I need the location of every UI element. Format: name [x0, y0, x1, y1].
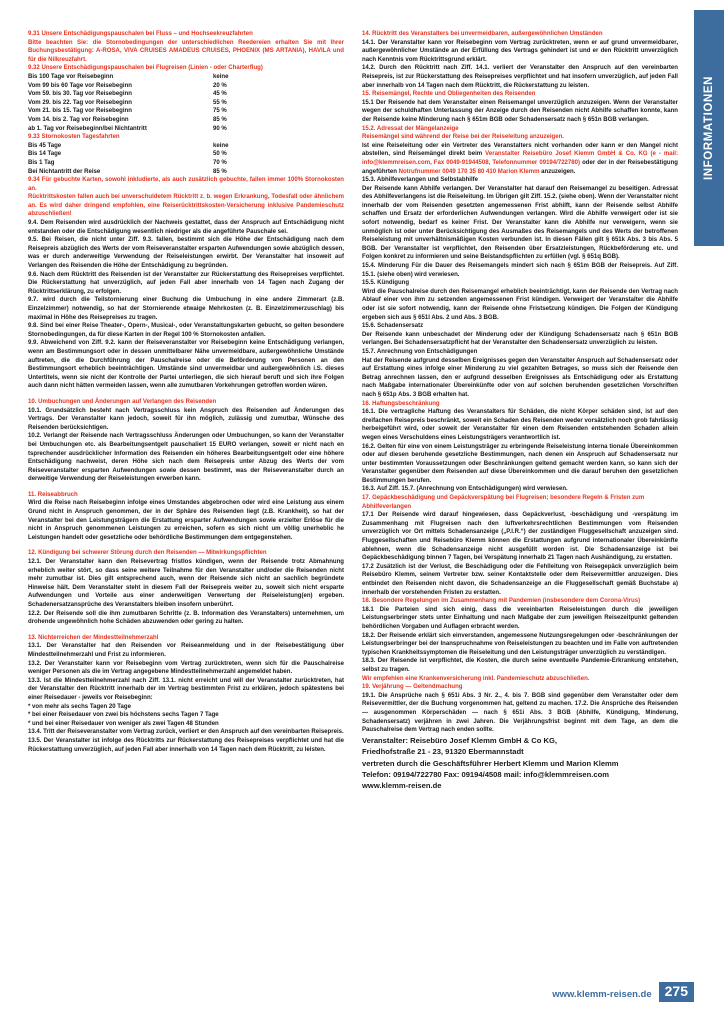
paragraph-16-3: 16.3. Auf Ziff. 15.7. (Anrechnung von Entschädigungen) wird verwiesen. — [362, 486, 568, 493]
section-tab-informationen — [694, 10, 724, 246]
paragraph-13-5: 13.5. Der Veranstalter ist infolge des Rücktritts zur Rückerstattung des Reisepreises verpflichtet und hat die Rückerstattung unverzüglich, auf jeden Fall aber innerhalb von 14 Tagen nach dem Rücktritt, zu leisten. — [28, 737, 344, 753]
paragraph-13-3: 13.3. Ist die Mindestteilnehmerzahl nach Ziff. 13.1. nicht erreicht und will der Veranstalter zurücktreten, hat der Veranstalter den Rücktritt innerhalb der im Vertrag bestimmten Frist zu erklären, jedoch spätestens bei einer Reisedauer - jeweils vor Reisebeginn: — [28, 677, 344, 701]
fee-row — [28, 125, 344, 134]
paragraph-10-2: 10.2. Verlangt der Reisende nach Vertragsschluss Änderungen oder Umbuchungen, so kann der Veranstalter bei Umbuchungen etc. als Bearbeitungsentgelt pauschaliert 15 EURO verlangen, soweit er nicht nach en tsprechender ausdrücklicher Information des Reisenden ein höheres Bearbeitungsentgelt oder eine höhere Entschädigung nachweist, deren Höhe sich nach dem Reisepreis unter Abzug des Werts der vom Reiseveranstalter ersparten Aufwendungen sowie dessen bestimmt, was der Reiseveranstalter durch an derweitige Verwendung der Reiseleistungen erwerben kann. — [28, 433, 344, 483]
fee-row — [28, 150, 344, 159]
footer-website-url: www.klemm-reisen.de — [552, 989, 652, 1000]
fee-row — [28, 90, 344, 99]
paragraph-14-1: 14.1. Der Veranstalter kann vor Reisebeginn vom Vertrag zurücktreten, wenn er auf grund unvermeidbarer, außergewöhnlicher Umstände an der Erfüllung des Vertrags gehindert ist und er den Rücktritt unverzüglich nach Kenntnis vom Rücktrittsgrund erklärt. — [362, 39, 678, 63]
paragraph-12-2: 12.2. Der Reisende soll die ihm zumutbaren Schritte (z. B. Information des Veranstalters) unternehmen, um drohende ungewöhnlich hohe Schäden abzuwenden oder gering zu halten. — [28, 610, 344, 626]
fee-row — [28, 116, 344, 125]
fee-row — [28, 99, 344, 108]
paragraph-9-31-body: Bitte beachten Sie: die Stornobedingungen der unterschiedlichen Reedereien erhalten Sie mit Ihrer Buchungsbestätigung: A-ROSA, VIVA CRUISES AMADEUS CRUISES, PHOENIX (MS ARTANIA), HAVILA und für die Nilkreuzfahrt. — [28, 39, 344, 63]
fee-label: Vom 59. bis 30. Tag vor Reisebeginn — [28, 91, 132, 98]
right-column — [362, 30, 678, 792]
paragraph-15-4: 15.4. Minderung Für die Dauer des Reisemangels mindert sich nach § 651m BGB der Reisepreis. Auf Ziff. 15.1. (siehe oben) wird verwiesen. — [362, 263, 678, 278]
paragraph-9-34-insurance-note: Rücktrittskosten fallen auch bei unverschuldetem Rücktritt z. b. wegen Erkrankung, Todesfall oder ähnlichem an. Es wird daher dringend empfohlen, eine Reiserücktrittskosten-Versicherung inklusive Pandemieschutz abzuschließen! — [28, 194, 344, 218]
heading-11: 11. Reiseabbruch — [28, 491, 78, 498]
fee-row — [28, 82, 344, 91]
heading-15-2: 15.2. Adressat der Mängelanzeige — [362, 125, 459, 132]
heading-15-5: 15.5. Kündigung — [362, 280, 410, 287]
fee-label: ab 1. Tag vor Reisebeginn/bei Nichtantritt — [28, 125, 147, 132]
page-footer — [552, 982, 694, 1002]
paragraph-15-6-body: Der Reisende kann unbeschadet der Minderung oder der Kündigung Schadensersatz nach § 651n BGB verlangen. Bei Schadensersatzpflicht hat der Veranstalter den Schadensersatz unverzüglich zu leisten. — [362, 331, 678, 347]
fee-row — [28, 168, 344, 177]
paragraph-9-6: 9.6. Nach dem Rücktritt des Reisenden ist der Veranstalter zur Rückerstattung des Reisepreises verpflichtet. Die Rückerstattung hat unverzüglich, auf jeden Fall aber innerhalb von 14 Tagen nach Zugang der Rücktrittserklärung, zu erfolgen. — [28, 271, 344, 295]
fee-value: 55 % — [213, 99, 227, 106]
address-line-contact: Telefon: 09194/722780 Fax: 09194/4508 mail: info@klemmreisen.com — [362, 769, 610, 779]
section-tab-label: INFORMATIONEN — [703, 75, 715, 181]
text-run-plain-c: anzuzeigen. — [539, 168, 576, 175]
paragraph-15-7-body: Hat der Reisende aufgrund desselben Ereignisses gegen den Veranstalter Anspruch auf Schadensersatz oder auf Erstattung eines infolge einer Minderung zu viel gezahlten Betrages, so muss sich der Reisende den Betrag anrechnen lassen, den er aufgrund desselben Ereignisses als Entschädigung oder als Erstattung nach Maßgabe internationaler Übereinkünfte oder von auf solchen beruhenden gesetzlichen Vorschriften nach § 651p Abs. 3 BGB erhalten hat. — [362, 357, 678, 398]
list-item-bullet-3: * und bei einer Reisedauer von weniger als zwei Tagen 48 Stunden — [28, 720, 219, 727]
heading-19: 19. Verjährung — Geltendmachung — [362, 684, 463, 691]
fee-value: 20 % — [213, 82, 227, 89]
paragraph-16-1: 16.1. Die vertragliche Haftung des Veranstalters für Schäden, die nicht Körper schäden sind, ist auf den dreifachen Reisepreis beschränkt, soweit ein Schaden des Reisenden weder vorsätzlich noch grob fahrlässig herbeigeführt wird, oder soweit der Veranstalter für einen dem Reisenden entstehenden Schaden allein wegen eines Verschuldens eines Leistungsträgers verantwortlich ist. — [362, 409, 678, 441]
paragraph-11-body: Wird die Reise nach Reisebeginn infolge eines Umstandes abgebrochen oder wird eine Leistung aus einem Grund nicht in Anspruch genommen, der in der Sphäre des Reisenden liegt (z.B. Krankheit), so hat der Veranstalter bei den Leistungsträgern die Erstattung ersparter Aufwendungen sowie erzielter Erlöse für die nicht in Anspruch genommenen Leistungen zu erreichen, sofern es sich nicht um völlig unerheblic he Leistungen handelt oder gesetzliche oder behördliche Bestimmungen dem entgegenstehen. — [28, 500, 344, 541]
heading-13: 13. Nichterreichen der Mindestteilnehmerzahl — [28, 634, 159, 641]
fee-label: Vom 99 bis 60 Tage vor Reisebeginn — [28, 82, 132, 89]
paragraph-18-1: 18.1 Die Parteien sind sich einig, dass die vereinbarten Reiseleistungen durch die jeweiligen Leistungserbringer stets unter Einhaltung und nach Maßgabe der zum jeweiligen Reisezeitpunkt geltenden behördlichen Vorgaben und Auflagen erbracht werden. — [362, 606, 678, 630]
day-trip-cancellation-fee-table — [28, 142, 344, 176]
heading-15-7: 15.7. Anrechnung von Entschädigungen — [362, 348, 478, 355]
fee-value: keine — [213, 73, 229, 80]
heading-17: 17. Gepäckbeschädigung und Gepäckverspätung bei Flugreisen; besondere Regeln & Fristen zum Abhilfeverlangen — [362, 495, 645, 510]
heading-9-33: 9.33 Stornokosten Tagesfahrten — [28, 134, 120, 141]
heading-10: 10. Umbuchungen und Änderungen auf Verlangen des Reisenden — [28, 398, 217, 405]
paragraph-15-2-notice: Reisemängel sind während der Reise bei der Reiseleitung anzuzeigen. — [362, 134, 564, 141]
fee-value: 85 % — [213, 168, 227, 175]
paragraph-13-1: 13.1. Der Veranstalter hat den Reisenden vor Reiseanmeldung und in der Reisebestätigung über Mindestteilnehmerzahl und Frist zu informieren. — [28, 643, 344, 658]
fee-value: 75 % — [213, 108, 227, 115]
fee-value: 70 % — [213, 159, 227, 166]
text-run-plain-a: Ist eine Reiseleitung oder ein Vertreter des Veranstalters nicht vorhanden oder kann er den Mangel nicht abstellen, sind Reisemängel direkt beim — [362, 142, 678, 158]
paragraph-18-2: 18.2. Der Reisende erklärt sich einverstanden, angemessene Nutzungsregelungen oder -beschränkungen der Leistungserbringer bei der Inanspruchnahme von Reiseleistungen zu beachten und im Falle von auftretenden typischen Krankheitssymptomen die Reiseleitung und den Leistungsträger unverzüglich zu verständigen. — [362, 632, 678, 656]
paragraph-15-5-body: Wird die Pauschalreise durch den Reisemangel erheblich beeinträchtigt, kann der Reisende den Vertrag nach Ablauf einer von ihm zu setzenden angemessenen Frist kündigen. Verweigert der Veranstalter die Abhilfe oder ist sie sofort notwendig, kann der Reisende ohne Fristsetzung kündigen. Die Folgen der Kündigung ergeben sich aus § 651l Abs. 2 und Abs. 3 BGB. — [362, 288, 678, 321]
paragraph-16-2: 16.2. Gelten für eine von einem Leistungsträger zu erbringende Reiseleistung interna tionale Übereinkommen oder auf diesen beruhende gesetzliche Bestimmungen, nach denen ein Anspruch auf Schadensersatz nur unter bestimmten Voraussetzungen oder Beschränkungen geltend gemacht werden kann, so kann sich der Veranstalter gegenüber dem Reisenden auf diese Übereinkommen und die darauf beruhen den gesetzlichen Bestimmungen berufen. — [362, 443, 678, 484]
left-column — [28, 30, 344, 754]
paragraph-17-1: 17.1 Der Reisende wird darauf hingewiesen, dass Gepäckverlust, -beschädigung und -verspätung im Zusammenhang mit Flugreisen nach den luftverkehrsrechtlichen Bestimmungen vom Reisenden unverzüglich vor Ort mittels Schadensanzeige („P.I.R.“) der zuständigen Fluggesellschaft anzuzeigen sind. Fluggesellschaften und Reisebüro Klemm können die Erstattungen aufgrund internationaler Übereinkünfte ablehnen, wenn die Schadensanzeige nicht ausgefüllt worden ist. Die Schadensanzeige ist bei Gepäckbeschädigung binnen 7 Tagen, bei Verspätung innerhalb 21 Tagen nach Aushändigung, zu erstatten. — [362, 512, 678, 562]
fee-value: 50 % — [213, 151, 227, 158]
paragraph-18-3: 18.3. Der Reisende ist verpflichtet, die Kosten, die durch seine eventuelle Pandemie-Erkrankung entstehen, selbst zu tragen. — [362, 658, 678, 673]
fee-label: Bis 1 Tag — [28, 159, 55, 166]
paragraph-18-3-insurance-note: Wir empfehlen eine Krankenversicherung inkl. Pandemieschutz abzuschließen. — [362, 675, 590, 682]
list-item-bullet-1: * von mehr als sechs Tagen 20 Tage — [28, 703, 131, 710]
address-line-street: Friedhofstraße 21 - 23, 91320 Ebermannstadt — [362, 747, 524, 757]
fee-row — [28, 159, 344, 168]
organiser-contact-details: Veranstalter Reisebüro Josef Klemm GmbH & Co. KG (e - mail: info@klemmreisen.com, Fax 0049-91944508, Telefonnummer 09194/722780) — [362, 151, 679, 166]
heading-14: 14. Rücktritt des Veranstalters bei unvermeidbaren, außergewöhnlichen Umständen — [362, 31, 603, 37]
paragraph-9-5: 9.5. Bei Reisen, die nicht unter Ziff. 9.3. fallen, bestimmt sich die Höhe der Entschädigung nach dem Reisepreis abzüglich des Werts der vom Reiseveranstalter ersparten Aufwendungen sowie abzüglich dessen, was er durch anderweitige Verwendung der Reiseleistungen erwirbt. Der Veranstalter hat insoweit auf Verlangen des Reisenden die Höhe der Entschädigung zu begründen. — [28, 237, 344, 270]
emergency-phone-number: Notrufnummer 0049 170 35 80 410 Marion Klemm — [398, 168, 540, 175]
fee-label: Bis 100 Tage vor Reisebeginn — [28, 73, 114, 80]
address-line-website: www.klemm-reisen.de — [362, 781, 442, 791]
fee-label: Vom 29. bis 22. Tag vor Reisebeginn — [28, 99, 132, 106]
address-line-management: vertreten durch die Geschäftsführer Herbert Klemm und Marion Klemm — [362, 758, 619, 768]
paragraph-14-2: 14.2. Durch den Rücktritt nach Ziff. 14.1. verliert der Veranstalter den Anspruch auf den vereinbarten Reisepreis, ist zur Rückerstattung des Reisepreises verpflichtet und hat insofern unverzüglich, auf jeden Fall aber innerhalb von 14 Tagen nach dem Rücktritt, die Rückerstattung zu leisten. — [362, 65, 678, 89]
fee-label: Vom 14. bis 2. Tag vor Reisebeginn — [28, 116, 129, 123]
fee-value: keine — [213, 142, 229, 149]
fee-value: 45 % — [213, 91, 227, 98]
flight-cancellation-fee-table — [28, 73, 344, 133]
fee-value: 90 % — [213, 125, 227, 132]
text-run-plain-b: oder der in der Reisebestätigung angeführten — [362, 159, 678, 175]
heading-9-32: 9.32 Unsere Entschädigungspauschalen bei Flugreisen (Linien - oder Charterflug) — [28, 65, 263, 72]
heading-9-31: 9.31 Unsere Entschädigungspauschalen bei Fluss – und Hochseekreuzfahrten — [28, 31, 253, 37]
paragraph-17-2: 17.2 Zusätzlich ist der Verlust, die Beschädigung oder die Fehlleitung von Reisegepäck unverzüglich beim Reisebüro Klemm, seinem Vertreter bzw. seiner Kontaktstelle oder dem Reisevermittler anzuzeigen. Dies entbindet den Reisenden nicht davon, die Schadensanzeige an die Fluggesellschaft gemäß Buchstabe a) innerhalb der vorstehenden Fristen zu erstatten. — [362, 563, 678, 596]
fee-label: Bei Nichtantritt der Reise — [28, 168, 101, 175]
address-line-company: Veranstalter: Reisebüro Josef Klemm GmbH & Co KG, — [362, 735, 557, 745]
heading-15: 15. Reisemängel, Rechte und Obliegenheiten des Reisenden — [362, 91, 536, 98]
fee-label: Vom 21. bis 15. Tag vor Reisebeginn — [28, 108, 132, 115]
paragraph-9-4: 9.4. Dem Reisenden wird ausdrücklich der Nachweis gestattet, dass der Anspruch auf Entschädigung nicht entstanden oder die Entschädigung wesentlich niedriger als die angeführte Pauschale sei. — [28, 220, 344, 235]
paragraph-13-4: 13.4. Tritt der Reiseveranstalter vom Vertrag zurück, verliert er den Anspruch auf den vereinbarten Reisepreis. — [28, 729, 344, 736]
paragraph-9-34: 9.34 Für gebuchte Karten, sowohl inkludierte, als auch zusätzlich gebuchte, fallen immer 100% Stornokosten an. — [28, 177, 344, 192]
paragraph-9-9: 9.9. Abweichend von Ziff. 9.2. kann der Reiseveranstalter vor Reisebeginn keine Entschädigung verlangen, wenn am Bestimmungsort oder in dessen unmittelbarer Nähe unvermeidbare, außergewöhnliche Umstände auftreten, die die Durchführung der Pauschalreise oder die Beförderung von Personen an den Bestimmungsort erheblich beeinträchtigen. Umstände sind unvermeidbar und außergewöhnlich i.S. dieses Untertitels, wenn sie nicht der Kontrolle der Partei unterliegen, die sich hierauf beruft und sich ihre Folgen auch dann nicht hätten vermeiden lassen, wenn alle zumutbaren Vorkehrungen getroffen worden wären. — [28, 340, 344, 390]
fee-row — [28, 73, 344, 82]
paragraph-12-1: 12.1. Der Veranstalter kann den Reisevertrag fristlos kündigen, wenn der Reisende trotz Abmahnung erheblich weiter stört, so dass seine weitere Teilnahme für den Veranstalter und/oder die Reisenden nicht mehr zumutbar ist. Dies gilt entsprechend auch, wenn der Reisende sich nicht an sachlich begründete Hinweise hält. Dem Veranstalter steht in diesem Fall der Reisepreis weiter zu, soweit sich nicht ersparte Aufwendungen und Vorteile aus einer anderweitigen Verwertung der Reiseleistung(en) ergeben. Schadenersatzansprüche des Veranstalters bleiben insofern unberührt. — [28, 559, 344, 608]
fee-label: Bis 45 Tage — [28, 142, 62, 149]
page-number: 275 — [659, 982, 694, 1002]
fee-row — [28, 142, 344, 151]
paragraph-15-3-body: Der Reisende kann Abhilfe verlangen. Der Veranstalter hat darauf den Reisemangel zu beseitigen. Adressat des Abhilfeverlangens ist die Reiseleitung. Im Übrigen gilt Ziff. 15.2. (siehe oben). Wenn der Veranstalter nicht innerhalb der vom Reisenden gesetzten angemessenen Frist abhilft, kann der Reisende selbst Abhilfe schaffen und Ersatz der erforderlichen Aufwendungen verlangen. Wird die Abhilfe verweigert oder ist sie sofort notwendig, bedarf es keiner Frist. Der Veranstalter kann die Abhilfe nur verweigern, wenn sie unmöglich ist oder unter Berücksichtigung des Ausmaßes des Reisemangels und des Werts der betroffenen Reiseleistung mit unverhältnismäßigen Kosten verbunden ist. In diesen Fällen gilt § 651k Abs. 3 bis Abs. 5 BGB. Der Veranstalter ist verpflichtet, den Reisenden über Ersatzleistungen, Rückbeförderung etc. und Folgen konkret zu informieren und seine Beistandspflichten zu erfüllen (vgl. § 651q BGB). — [362, 185, 678, 261]
paragraph-13-2: 13.2. Der Veranstalter kann vor Reisebeginn vom Vertrag zurücktreten, wenn sich für die Pauschalreise weniger Personen als die im Vertrag angegebene Mindestteilnehmerzahl angemeldet haben. — [28, 660, 344, 676]
paragraph-10-1: 10.1. Grundsätzlich besteht nach Vertragsschluss kein Anspruch des Reisenden auf Änderungen des Vertrags. Der Veranstalter kann jedoch, soweit für ihn möglich, zulässig und zumutbar, Wünsche des Reisenden berücksichtigen. — [28, 407, 344, 431]
list-item-bullet-2: * bei einer Reisedauer von zwei bis höchstens sechs Tagen 7 Tage — [28, 712, 219, 719]
paragraph-19-1: 19.1. Die Ansprüche nach § 651i Abs. 3 Nr. 2., 4. bis 7. BGB sind gegenüber dem Veranstalter oder dem Reisevermittler, der die Buchung vorgenommen hat, geltend zu machen. 17.2. Die Ansprüche des Reisenden — ausgenommen Körperschäden — nach § 651i Abs. 3 BGB (Abhilfe, Kündigung, Minderung, Schadensersatz) verjähren in zwei Jahren. Die Verjährungsfrist beginnt mit dem Tage, an dem die Pauschalreise dem Vertrag nach enden sollte. — [362, 692, 678, 734]
fee-label: Bis 14 Tage — [28, 151, 62, 158]
heading-12: 12. Kündigung bei schwerer Störung durch den Reisenden — Mitwirkungspflichten — [28, 550, 267, 557]
paragraph-15-2-body — [362, 142, 678, 176]
paragraph-15-1: 15.1 Der Reisende hat dem Veranstalter einen Reisemangel unverzüglich anzuzeigen. Wenn der Veranstalter wegen der schuldhaften Unterlassung der Anzeige durch den Reisenden nicht Abhilfe schaffen konnte, kann der Reisende keine Minderung nach § 651m BGB oder Schadensersatz nach § 651n BGB verlangen. — [362, 99, 678, 123]
heading-16: 16. Haftungsbeschränkung — [362, 400, 440, 407]
paragraph-9-8: 9.8. Sind bei einer Reise Theater-, Opern-, Musical-, oder Veranstaltungskarten gebucht, so gelten besondere Stornobedingungen, da für diese Karten in der Regel 100 % Stornokosten anfallen. — [28, 323, 344, 338]
organiser-address-block — [362, 735, 678, 792]
heading-15-6: 15.6. Schadensersatz — [362, 323, 424, 330]
heading-18: 18. Besondere Regelungen im Zusammenhang mit Pandemien (insbesondere dem Corona-Virus) — [362, 598, 641, 605]
fee-value: 85 % — [213, 116, 227, 123]
fee-row — [28, 107, 344, 116]
heading-15-3: 15.3. Abhilfeverlangen und Selbstabhilfe — [362, 177, 479, 184]
paragraph-9-7: 9.7. wird durch die Teilstornierung einer Buchung die Umbuchung in eine andere Zimmerart (z.B. Einzelzimmer) notwendig, so hat der Stornierende etwaige Mehrkosten (z. B. Einzelzimmerzuschlag) bis maximal in Höhe des Reisepreises zu tragen. — [28, 297, 344, 321]
